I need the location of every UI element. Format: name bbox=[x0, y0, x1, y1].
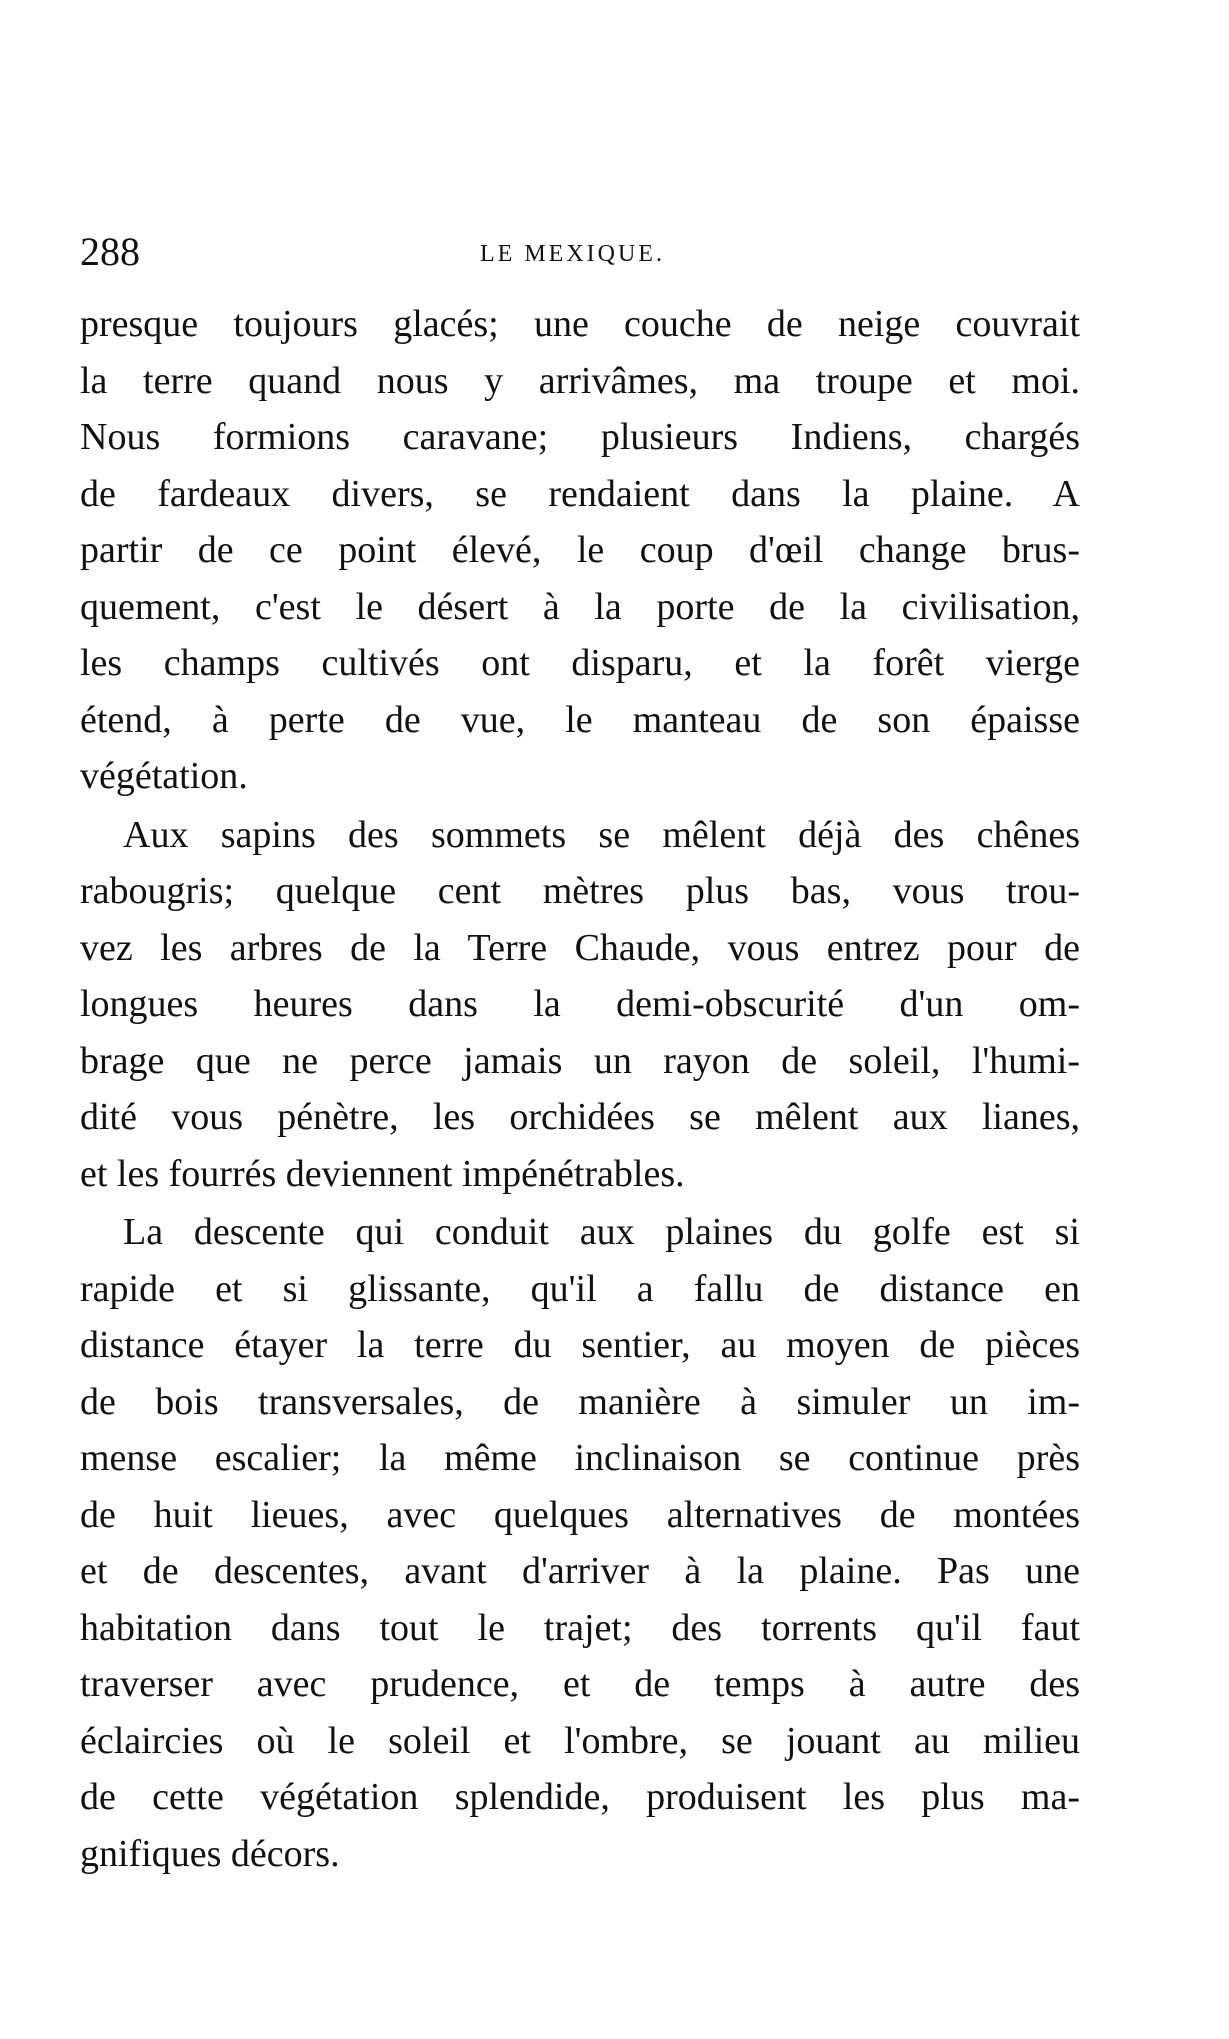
text-line: rabougris; quelque cent mètres plus bas, vous trou- bbox=[80, 870, 1080, 912]
text-line: végétation. bbox=[80, 755, 248, 797]
text-line: de bois transversales, de manière à simuler un im- bbox=[80, 1380, 1080, 1423]
text-line: de cette végétation splendide, produisent les plus ma- bbox=[80, 1776, 1080, 1818]
text-line: et de descentes, avant d'arriver à la plaine. Pas une bbox=[80, 1550, 1080, 1592]
text-line: éclaircies où le soleil et l'ombre, se jouant au milieu bbox=[80, 1719, 1080, 1762]
text-line: la terre quand nous y arrivâmes, ma troupe et moi. bbox=[80, 359, 1080, 402]
text-line: gnifiques décors. bbox=[80, 1832, 340, 1875]
text-line: Aux sapins des sommets se mêlent déjà des chênes bbox=[123, 813, 1080, 856]
paragraph-3 bbox=[80, 1204, 1080, 1882]
text-line: longues heures dans la demi-obscurité d'un om- bbox=[80, 983, 1080, 1025]
text-line: rapide et si glissante, qu'il a fallu de distance en bbox=[80, 1267, 1080, 1310]
text-line: traverser avec prudence, et de temps à autre des bbox=[80, 1663, 1080, 1705]
text-line: les champs cultivés ont disparu, et la forêt vierge bbox=[80, 642, 1080, 684]
page-header bbox=[80, 228, 1080, 288]
body-text bbox=[80, 296, 1080, 1884]
text-line: habitation dans tout le trajet; des torrents qu'il faut bbox=[80, 1606, 1080, 1649]
text-line: dité vous pénètre, les orchidées se mêlent aux lianes, bbox=[80, 1096, 1080, 1138]
text-line: La descente qui conduit aux plaines du golfe est si bbox=[123, 1211, 1080, 1253]
text-line: Nous formions caravane; plusieurs Indiens, chargés bbox=[80, 416, 1080, 458]
text-line: de huit lieues, avec quelques alternatives de montées bbox=[80, 1493, 1080, 1536]
text-line: vez les arbres de la Terre Chaude, vous entrez pour de bbox=[80, 926, 1080, 969]
text-line: distance étayer la terre du sentier, au moyen de pièces bbox=[80, 1324, 1080, 1366]
paragraph-2 bbox=[80, 807, 1080, 1203]
paragraph-1 bbox=[80, 296, 1080, 805]
text-line: de fardeaux divers, se rendaient dans la plaine. A bbox=[80, 472, 1080, 515]
text-line: presque toujours glacés; une couche de neige couvrait bbox=[80, 303, 1080, 345]
text-line: brage que ne perce jamais un rayon de soleil, l'humi- bbox=[80, 1039, 1080, 1082]
running-head: LE MEXIQUE. bbox=[480, 241, 665, 267]
text-line: mense escalier; la même inclinaison se continue près bbox=[80, 1437, 1080, 1479]
text-line: quement, c'est le désert à la porte de la civilisation, bbox=[80, 585, 1080, 628]
text-line: partir de ce point élevé, le coup d'œil change brus- bbox=[80, 529, 1080, 571]
text-line: étend, à perte de vue, le manteau de son épaisse bbox=[80, 698, 1080, 741]
page-number: 288 bbox=[80, 229, 140, 274]
text-line: et les fourrés deviennent impénétrables. bbox=[80, 1152, 685, 1195]
